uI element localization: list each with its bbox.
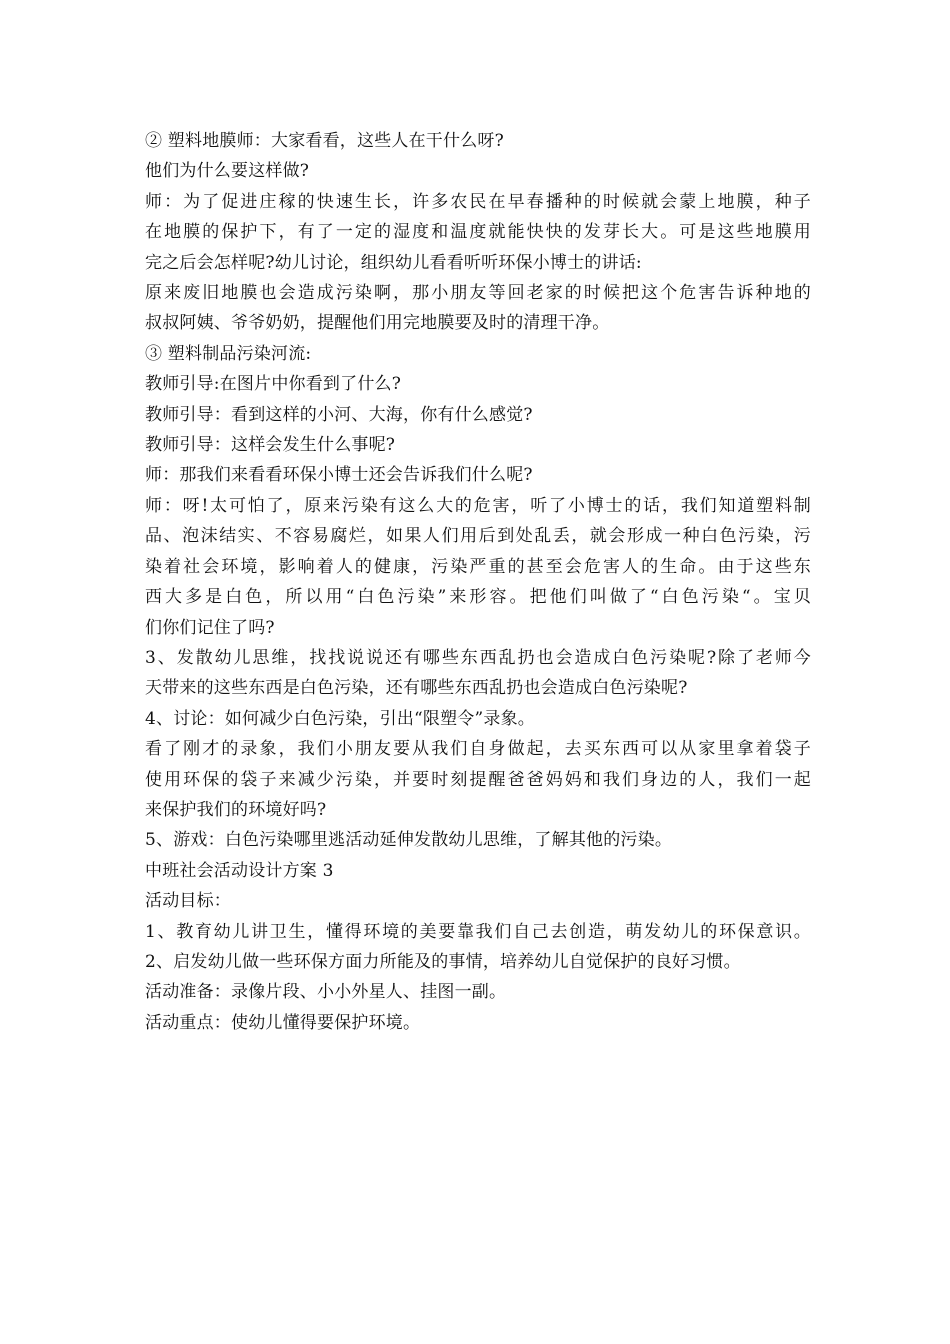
- text-line: 原来废旧地膜也会造成污染啊，那小朋友等回老家的时候把这个危害告诉种地的: [145, 283, 811, 304]
- text-line: 4、讨论：如何减少白色污染，引出“限塑令”录象。: [145, 708, 535, 729]
- text-line: 师：那我们来看看环保小博士还会告诉我们什么呢?: [145, 465, 533, 486]
- text-line: 们你们记住了吗?: [145, 617, 275, 638]
- document-body: [145, 126, 811, 1038]
- text-line: 看了刚才的录象，我们小朋友要从我们自身做起，去买东西可以从家里拿着袋子: [145, 739, 811, 760]
- text-line: 教师引导:在图片中你看到了什么?: [145, 374, 402, 395]
- text-line: 5、游戏：白色污染哪里逃活动延伸发散幼儿思维，了解其他的污染。: [145, 830, 673, 851]
- text-line: 叔叔阿姨、爷爷奶奶，提醒他们用完地膜要及时的清理干净。: [145, 313, 610, 334]
- text-line: 活动目标：: [145, 891, 231, 912]
- text-line: 1、教育幼儿讲卫生，懂得环境的美要靠我们自己去创造，萌发幼儿的环保意识。: [145, 921, 811, 942]
- text-line: 品、泡沫结实、不容易腐烂，如果人们用后到处乱丢，就会形成一种白色污染，污: [145, 526, 811, 547]
- text-line: 3、发散幼儿思维，找找说说还有哪些东西乱扔也会造成白色污染呢?除了老师今: [145, 647, 811, 668]
- text-line: 中班社会活动设计方案 3: [145, 860, 334, 881]
- text-line: 来保护我们的环境好吗?: [145, 799, 327, 820]
- text-line: 天带来的这些东西是白色污染，还有哪些东西乱扔也会造成白色污染呢?: [145, 678, 688, 699]
- text-line: 西大多是白色，所以用“白色污染”来形容。把他们叫做了“白色污染“。宝贝: [145, 587, 811, 608]
- text-line: 2、启发幼儿做一些环保方面力所能及的事情，培养幼儿自觉保护的良好习惯。: [145, 951, 741, 972]
- text-line: 教师引导：这样会发生什么事呢?: [145, 435, 396, 456]
- text-line: 活动重点：使幼儿懂得要保护环境。: [145, 1012, 421, 1033]
- text-line: 完之后会怎样呢?幼儿讨论，组织幼儿看看听听环保小博士的讲话:: [145, 252, 642, 273]
- text-line: 使用环保的袋子来减少污染，并要时刻提醒爸爸妈妈和我们身边的人，我们一起: [145, 769, 811, 790]
- text-line: 在地膜的保护下，有了一定的湿度和温度就能快快的发芽长大。可是这些地膜用: [145, 222, 811, 243]
- text-line: 活动准备：录像片段、小小外星人、挂图一副。: [145, 982, 507, 1003]
- text-line: 师：呀!太可怕了，原来污染有这么大的危害，听了小博士的话，我们知道塑料制: [145, 495, 811, 516]
- text-line: 他们为什么要这样做?: [145, 161, 310, 182]
- text-line: 教师引导：看到这样的小河、大海，你有什么感觉?: [145, 404, 533, 425]
- text-line: ② 塑料地膜师：大家看看，这些人在干什么呀?: [145, 131, 504, 151]
- text-line: 染着社会环境，影响着人的健康，污染严重的甚至会危害人的生命。由于这些东: [145, 556, 811, 577]
- text-line: ③ 塑料制品污染河流:: [145, 343, 312, 364]
- text-line: 师：为了促进庄稼的快速生长，许多农民在早春播种的时候就会蒙上地膜，种子: [145, 191, 811, 212]
